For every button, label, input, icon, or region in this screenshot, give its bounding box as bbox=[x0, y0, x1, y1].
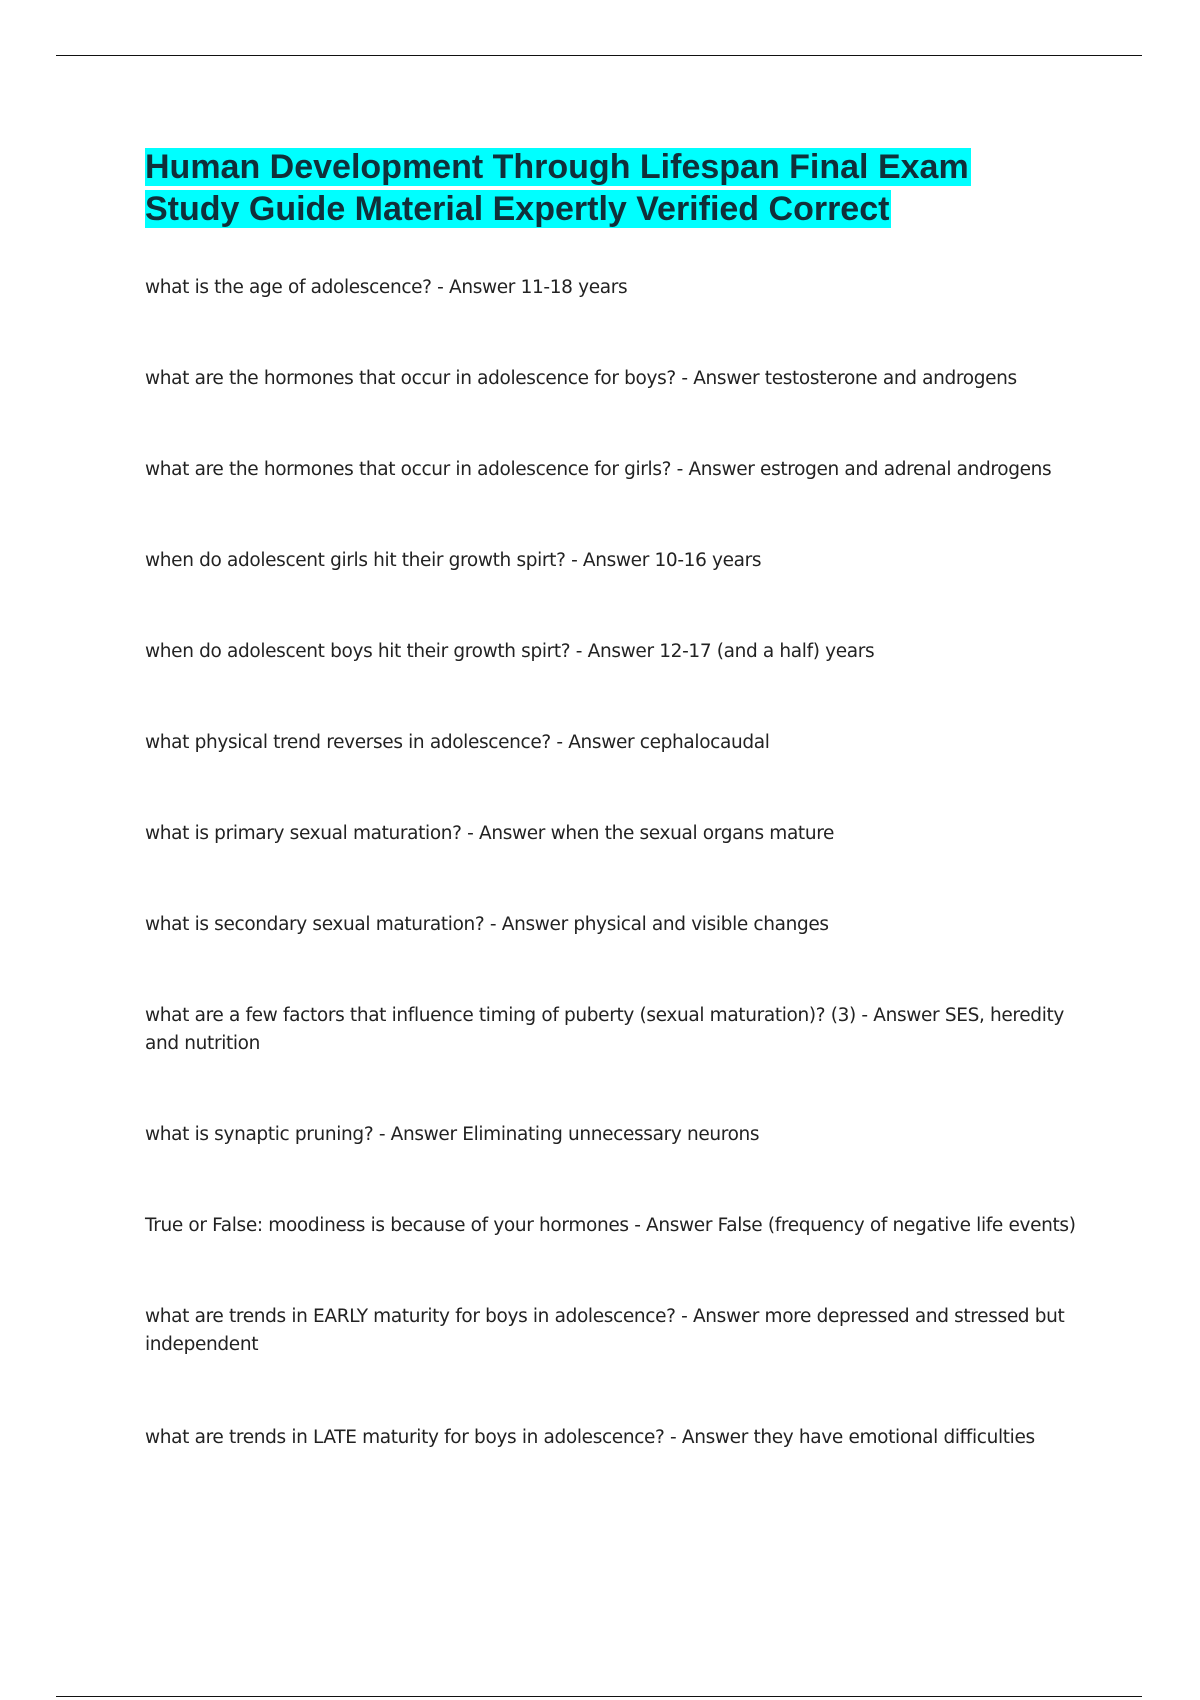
header-rule bbox=[56, 55, 1142, 56]
qa-item: what is synaptic pruning? - Answer Eliminating unnecessary neurons bbox=[145, 1124, 760, 1145]
qa-item: what are the hormones that occur in adolescence for boys? - Answer testosterone and androgens bbox=[145, 368, 1017, 389]
qa-item: what are the hormones that occur in adolescence for girls? - Answer estrogen and adrenal androgens bbox=[145, 459, 1052, 480]
title-line-1: Human Development Through Lifespan Final Exam bbox=[145, 148, 969, 186]
footer-rule bbox=[56, 1696, 1142, 1697]
qa-item: what physical trend reverses in adolescence? - Answer cephalocaudal bbox=[145, 732, 770, 753]
qa-item: what are trends in LATE maturity for boys in adolescence? - Answer they have emotional difficulties bbox=[145, 1427, 1035, 1448]
document-title bbox=[145, 146, 1045, 230]
qa-item: what is the age of adolescence? - Answer 11-18 years bbox=[145, 277, 628, 298]
title-line-2: Study Guide Material Expertly Verified Correct bbox=[145, 190, 890, 228]
qa-item: what are trends in EARLY maturity for boys in adolescence? - Answer more depressed and stressed but independent bbox=[145, 1306, 1065, 1355]
qa-item: when do adolescent girls hit their growth spirt? - Answer 10-16 years bbox=[145, 550, 762, 571]
qa-item: what are a few factors that influence timing of puberty (sexual maturation)? (3) - Answer SES, heredity and nutrition bbox=[145, 1005, 1064, 1054]
qa-item: when do adolescent boys hit their growth spirt? - Answer 12-17 (and a half) years bbox=[145, 641, 875, 662]
qa-item: what is secondary sexual maturation? - Answer physical and visible changes bbox=[145, 914, 829, 935]
qa-item: what is primary sexual maturation? - Answer when the sexual organs mature bbox=[145, 823, 835, 844]
qa-item: True or False: moodiness is because of your hormones - Answer False (frequency of negative life events) bbox=[145, 1215, 1076, 1236]
